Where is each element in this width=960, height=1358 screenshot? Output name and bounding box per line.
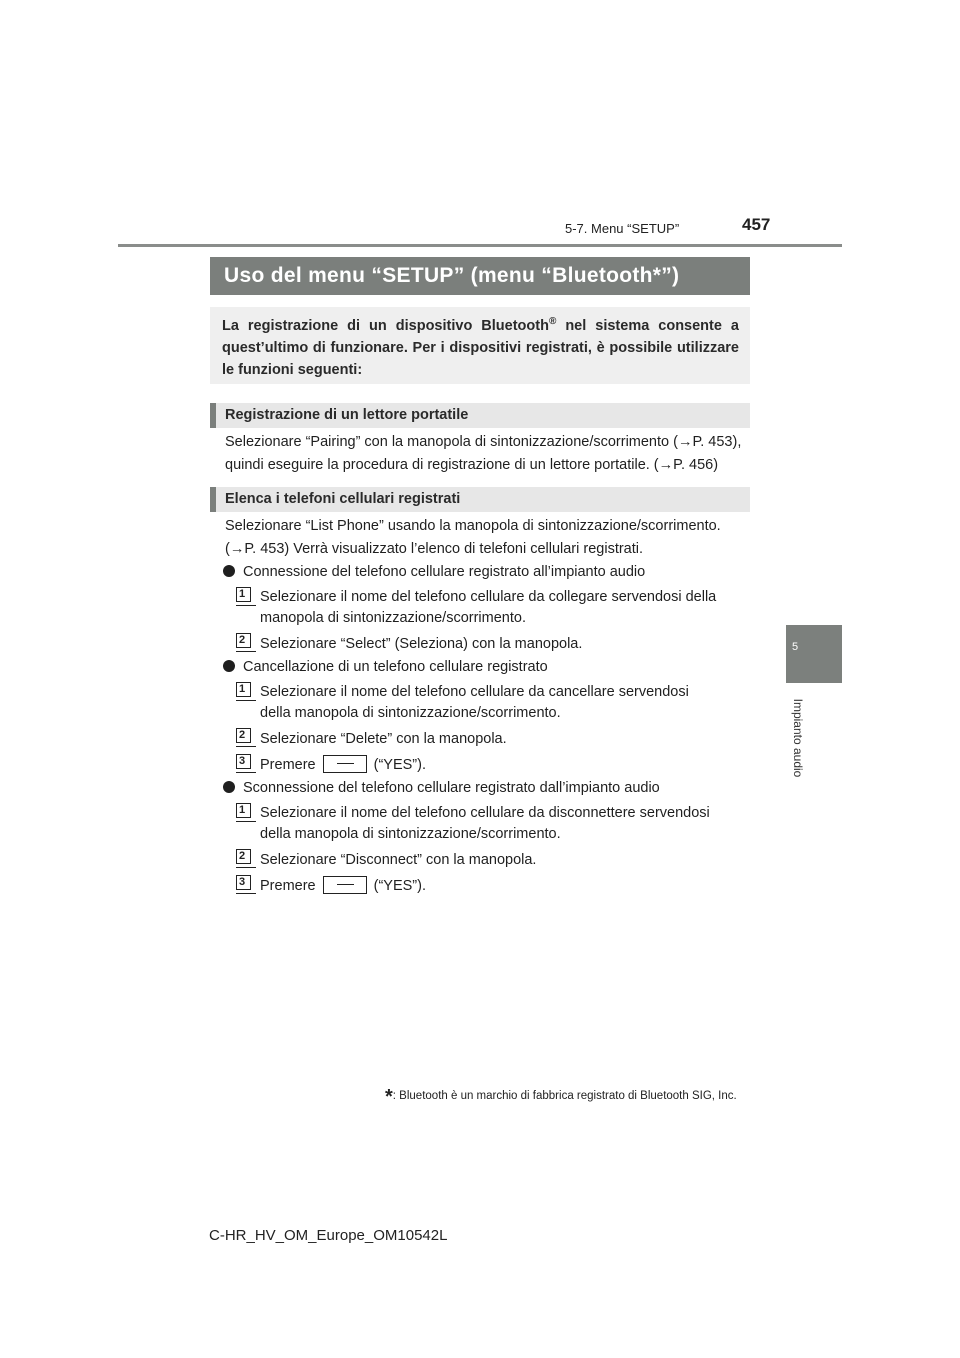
step-underline [236,772,256,773]
delete-step1-line2: della manopola di sintonizzazione/scorrimento. [260,705,561,721]
bullet-connect-text: Connessione del telefono cellulare registrato all’impianto audio [243,564,646,580]
intro-box [210,307,750,384]
page-title: Uso del menu “SETUP” (menu “Bluetooth*”) [210,257,750,295]
list-phone-text-line2: (→P. 453) Verrà visualizzato l’elenco di telefoni cellulari registrati. [225,541,644,557]
step-number-box: 2 [236,633,251,648]
bullet-dot [223,660,235,672]
list-phone-text-line1: Selezionare “List Phone” usando la manopola di sintonizzazione/scorrimento. [225,518,721,534]
dash-key-icon [323,876,367,894]
disconnect-step3-post: (“YES”). [373,878,426,894]
bullet-dot [223,781,235,793]
step-underline [236,700,256,701]
step-underline [236,746,256,747]
bullet-delete-text: Cancellazione di un telefono cellulare registrato [243,659,548,675]
connect-step2-text: Selezionare “Select” (Seleziona) con la manopola. [260,636,583,652]
connect-step1-line1: Selezionare il nome del telefono cellulare da collegare servendosi della [260,589,717,605]
section-header: 5-7. Menu “SETUP” [565,221,680,236]
bullet-disconnect-text: Sconnessione del telefono cellulare registrato dall’impianto audio [243,780,660,796]
intro-text-2: nel sistema consente a quest’ultimo di funzionare. Per i dispositivi registrati, è possibile utilizzare le funzioni seguenti: [222,318,739,378]
bullet-connect [223,562,645,583]
disconnect-step3-text [260,876,426,897]
delete-step1-line1: Selezionare il nome del telefono cellulare da cancellare servendosi [260,684,689,700]
pairing-text-line2: quindi eseguire la procedura di registrazione di un lettore portatile. (→P. 456) [225,457,719,473]
step-number-box: 3 [236,754,251,769]
step-underline [236,605,256,606]
document-id: C-HR_HV_OM_Europe_OM10542L [209,1227,448,1244]
step-underline [236,893,256,894]
intro-text-1: La registrazione di un dispositivo Bluetooth [222,318,549,334]
chapter-label: Impianto audio [791,698,805,778]
disconnect-step3-pre: Premere [260,878,316,894]
step-underline [236,867,256,868]
registered-mark: ® [548,316,557,328]
step-number-box: 1 [236,682,251,697]
connect-step1-line2: manopola di sintonizzazione/scorrimento. [260,610,526,626]
step-number-box: 3 [236,875,251,890]
delete-step3-pre: Premere [260,757,316,773]
disconnect-step1-line1: Selezionare il nome del telefono cellulare da disconnettere servendosi [260,805,710,821]
step-number-box: 2 [236,849,251,864]
bullet-disconnect [223,778,660,799]
chapter-tab [786,625,842,683]
pairing-text-line1: Selezionare “Pairing” con la manopola di sintonizzazione/scorrimento (→P. 453), [225,434,742,450]
footnote-asterisk: * [385,1086,393,1108]
delete-step3-post: (“YES”). [373,757,426,773]
step-number-box: 1 [236,803,251,818]
footnote-text: : Bluetooth è un marchio di fabbrica registrato di Bluetooth SIG, Inc. [392,1090,737,1102]
step-number-box: 1 [236,587,251,602]
disconnect-step1-line2: della manopola di sintonizzazione/scorrimento. [260,826,561,842]
dash-key-icon [323,755,367,773]
step-underline [236,821,256,822]
delete-step2-text: Selezionare “Delete” con la manopola. [260,731,507,747]
bullet-dot [223,565,235,577]
bullet-delete [223,657,548,678]
footnote [385,1086,737,1109]
step-underline [236,651,256,652]
disconnect-step2-text: Selezionare “Disconnect” con la manopola. [260,852,537,868]
section-heading-pairing: Registrazione di un lettore portatile [210,403,750,428]
step-number-box: 2 [236,728,251,743]
delete-step3-text [260,755,426,776]
section-heading-list-phone: Elenca i telefoni cellulari registrati [210,487,750,512]
page-number: 457 [742,215,771,234]
chapter-number: 5 [791,641,799,653]
header-rule [118,244,842,247]
